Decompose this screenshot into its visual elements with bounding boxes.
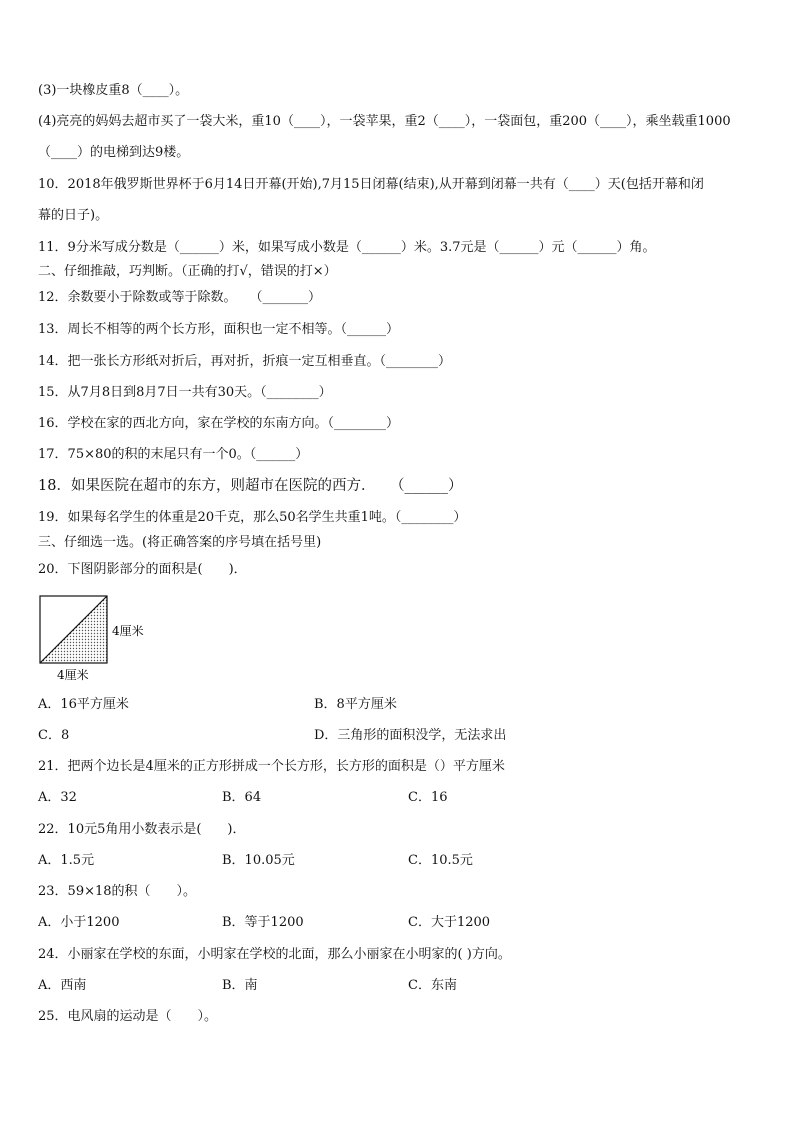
question-24: 24．小丽家在学校的东面，小明家在学校的北面，那么小丽家在小明家的( )方向。 xyxy=(38,947,511,962)
square-figure xyxy=(36,593,186,685)
question-9-4-line1: (4)亮亮的妈妈去超市买了一袋大米，重10（____），一袋苹果，重2（____），一袋面包，重200（____），乘坐载重1000 xyxy=(38,114,731,129)
q24-option-c: C．东南 xyxy=(408,978,457,993)
bottom-length-label: 4厘米 xyxy=(57,668,89,682)
q20-option-d: D．三角形的面积没学，无法求出 xyxy=(314,728,507,743)
q20-option-a: A．16平方厘米 xyxy=(38,697,129,712)
question-22: 22．10元5角用小数表示是( )． xyxy=(38,822,246,837)
side-length-label: 4厘米 xyxy=(112,624,144,638)
q23-option-a: A．小于1200 xyxy=(38,915,120,930)
q22-option-b: B．10.05元 xyxy=(222,853,295,868)
q20-option-c: C．8 xyxy=(38,728,70,743)
question-21: 21．把两个边长是4厘米的正方形拼成一个长方形，长方形的面积是（）平方厘米 xyxy=(38,759,505,774)
question-25: 25．电风扇的运动是（ ）。 xyxy=(38,1009,218,1024)
section-2-heading: 二、仔细推敲，巧判断。（正确的打√，错误的打×） xyxy=(38,264,337,279)
question-23: 23．59×18的积（ ）。 xyxy=(38,884,197,899)
question-17: 17．75×80的积的末尾只有一个0。（______） xyxy=(38,447,309,462)
q23-option-c: C．大于1200 xyxy=(408,915,491,930)
question-16: 16．学校在家的西北方向，家在学校的东南方向。（________） xyxy=(38,416,400,431)
q23-option-b: B．等于1200 xyxy=(222,915,304,930)
question-15: 15．从7月8日到8月7日一共有30天。（________） xyxy=(38,385,332,400)
shaded-square-diagram xyxy=(36,593,186,685)
question-9-4-line2: （____）的电梯到达9楼。 xyxy=(38,145,190,160)
q22-option-a: A．1.5元 xyxy=(38,853,95,868)
question-10-line2: 幕的日子)。 xyxy=(38,208,109,223)
question-20: 20．下图阴影部分的面积是( )． xyxy=(38,562,247,577)
question-10-line1: 10．2018年俄罗斯世界杯于6月14日开幕(开始),7月15日闭幕(结束),从开幕到闭幕一共有（____）天(包括开幕和闭 xyxy=(38,177,704,192)
question-9-3: (3)一块橡皮重8（____）。 xyxy=(38,83,189,98)
question-13: 13．周长不相等的两个长方形，面积也一定不相等。（______） xyxy=(38,322,400,337)
question-19: 19．如果每名学生的体重是20千克，那么50名学生共重1吨。（________） xyxy=(38,510,467,525)
q22-option-c: C．10.5元 xyxy=(408,853,473,868)
question-11: 11．9分米写成分数是（______）米，如果写成小数是（______）米。3.7元是（______）元（______）角。 xyxy=(38,240,656,255)
section-3-heading: 三、仔细选一选。(将正确答案的序号填在括号里) xyxy=(38,535,322,550)
q21-option-b: B．64 xyxy=(222,790,262,805)
q21-option-c: C．16 xyxy=(408,790,448,805)
q20-option-b: B．8平方厘米 xyxy=(314,697,397,712)
q24-option-a: A．西南 xyxy=(38,978,87,993)
question-14: 14．把一张长方形纸对折后，再对折，折痕一定互相垂直。（________） xyxy=(38,354,452,369)
q21-option-a: A．32 xyxy=(38,790,77,805)
question-18: 18．如果医院在超市的东方，则超市在医院的西方． （______） xyxy=(38,478,463,494)
question-12: 12．余数要小于除数或等于除数。 （_______） xyxy=(38,290,322,305)
q24-option-b: B．南 xyxy=(222,978,258,993)
